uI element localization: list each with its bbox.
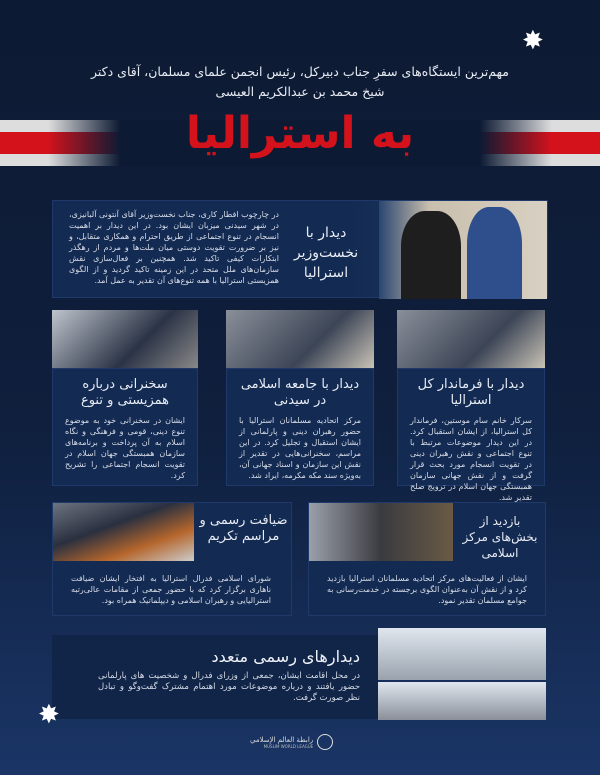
card-title: ضیافت رسمی و مراسم تکریم bbox=[199, 513, 288, 544]
card-title: بازدید از بخش‌های مرکز اسلامی bbox=[462, 514, 538, 560]
photo-governor bbox=[397, 310, 545, 368]
page-title: به استرالیا bbox=[185, 108, 415, 159]
photo-speech bbox=[52, 310, 198, 368]
section-title: دیدار با نخست‌وزیر استرالیا bbox=[293, 225, 359, 281]
card-title: دیدار با فرماندار کل استرالیا bbox=[417, 377, 525, 408]
photo-islamic-community bbox=[226, 310, 374, 368]
section-text: در چارچوب افطار کاری، جناب نخست‌وزیر آقای آنتونی آلبانیزی، در شهر سیدنی میزبان ایشان بود. در این دیدار بر اهمیت انسجام در تنوع اجتماعی از طریق احترام و همکاری متقابل، و نیز بر ضرورت تقویت دوستی میان ملت‌ها و مردم از رهگذر ابتکارات کیفی تاکید شد. همچنین بر فعال‌سازی نقش سازمان‌های ملل متحد در این زمینه تاکید گردید و از الگوی همزیستی استرالیا با همه تنوع‌های آن تقدیر به عمل آمد. bbox=[69, 210, 279, 285]
section-title: دیدارهای رسمی متعدد bbox=[211, 647, 360, 666]
photo-islamic-center bbox=[309, 503, 453, 561]
photo-banquet bbox=[53, 503, 194, 561]
card-text: شورای اسلامی فدرال استرالیا به افتخار ایشان ضیافت ناهاری برگزار کرد که با حضور جمعی از مقامات عالی‌رتبه استرالیایی و رهبران اسلامی و دیپلماتیک همراه بود. bbox=[71, 574, 271, 605]
card-text: مرکز اتحادیه مسلمانان استرالیا با حضور رهبران دینی و پارلمانی از ایشان استقبال و تجلیل کرد. در این مراسم، سخنرانی‌هایی در تقدیر از نقش این سازمان و اسناد جهانی آن، به‌ویژه سند مکه مکرمه، ایراد شد. bbox=[239, 416, 361, 480]
card-title: سخنرانی درباره همزیستی و تنوع bbox=[80, 377, 170, 408]
card-text: ایشان از فعالیت‌های مرکز اتحادیه مسلمانان استرالیا بازدید کرد و از نقش آن به‌عنوان الگوی برجسته در خدمت‌رسانی به جوامع مسلمان تقدیر نمود. bbox=[327, 574, 527, 605]
star-icon: ✸ bbox=[522, 26, 544, 56]
logo-arabic: رابطة العالم الإسلامي bbox=[250, 735, 314, 744]
photo-meeting-1 bbox=[378, 628, 546, 680]
section-text: در محل اقامت ایشان، جمعی از وزرای فدرال و شخصیت های پارلمانی حضور یافتند و درباره موضوعات مورد اهتمام مشترک گفت‌وگو و تبادل نظر صورت گرفت. bbox=[98, 671, 360, 703]
card-title: دیدار با جامعه اسلامی در سیدنی bbox=[240, 377, 360, 408]
card-islamic-community bbox=[226, 310, 374, 486]
photo-meeting-2 bbox=[378, 682, 546, 720]
card-official-banquet bbox=[52, 502, 292, 616]
photo-prime-minister bbox=[379, 201, 547, 299]
muslim-world-league-logo bbox=[250, 731, 350, 753]
star-icon: ✸ bbox=[38, 700, 60, 730]
card-text: سرکار خانم سام موستین، فرماندار کل استرالیا، از ایشان استقبال کرد. در این دیدار موضوعات مرتبط با تنوع اجتماعی و نقش رهبران دینی در تقویت انسجام مورد بحث قرار گرفت و از نقش جهانی سازمان همبستگی جهان اسلام در ترویج صلح تقدیر شد. bbox=[410, 416, 532, 502]
logo-english: MUSLIM WORLD LEAGUE bbox=[263, 743, 314, 749]
card-governor bbox=[397, 310, 545, 502]
card-islamic-center-visit bbox=[308, 502, 546, 616]
section-official-meetings bbox=[52, 635, 378, 719]
card-speech bbox=[52, 310, 198, 486]
intro-text: مهم‌ترین ایستگاه‌های سفرِ جناب دبیرکل، رئیس انجمن علمای مسلمان، آقای دکتر شیخ محمد بن عبدالکریم العیسی bbox=[91, 64, 509, 99]
emblem-icon bbox=[317, 734, 333, 750]
card-text: ایشان در سخنرانی خود به موضوع تنوع دینی، قومی و فرهنگی و نگاه اسلام به آن پرداخت و برنامه‌های سازمان همبستگی جهان اسلام در تقویت انسجام اجتماعی را تشریح کرد. bbox=[65, 416, 185, 480]
section-prime-minister bbox=[52, 200, 548, 298]
